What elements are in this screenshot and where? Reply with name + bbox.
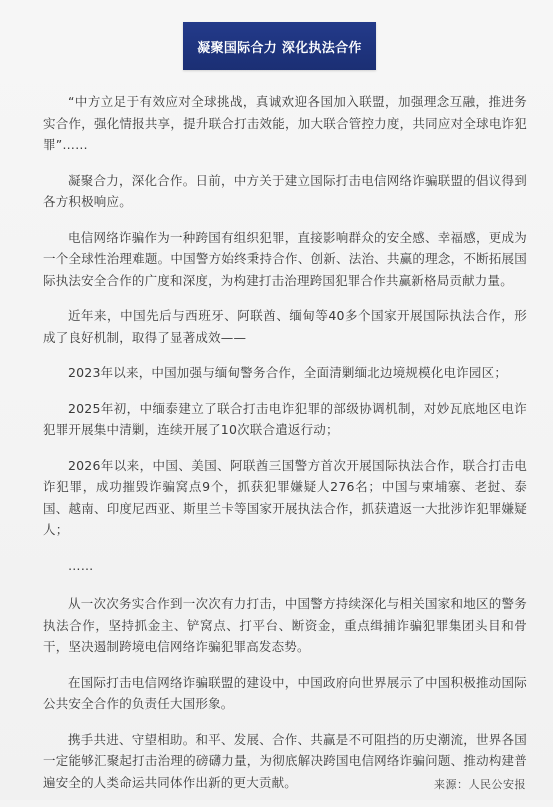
paragraph-quote: “中方立足于有效应对全球挑战，真诚欢迎各国加入联盟，加强理念互融，推进务实合作，强化情报共享，提升联合打击效能，加大联合管控力度，共同应对全球电诈犯罪”…… <box>43 94 527 152</box>
paragraph-alliance: 在国际打击电信网络诈骗联盟的建设中，中国政府向世界展示了中国积极推动国际公共安全合作的负责任大国形象。 <box>43 674 527 711</box>
paragraph-background: 电信网络诈骗作为一种跨国有组织犯罪，直接影响群众的安全感、幸福感，更成为一个全球性治理难题。中国警方始终秉持合作、创新、法治、共赢的理念，不断拓展国际执法安全合作的广度和深度，为构建打击治理跨国犯罪合作共赢新格局贡献力量。 <box>43 229 527 288</box>
article-title: 凝聚国际合力 深化执法合作 <box>197 40 362 56</box>
paragraph-ellipsis: …… <box>68 557 94 573</box>
paragraph-intro: 凝聚合力，深化合作。日前，中方关于建立国际打击电信网络诈骗联盟的倡议得到各方积极响应。 <box>43 172 527 209</box>
title-banner <box>183 22 376 70</box>
paragraph-cooperation: 近年来，中国先后与西班牙、阿联酋、缅甸等40多个国家开展国际执法合作，形成了良好机制，取得了显著成效—— <box>43 308 527 345</box>
paragraph-2026: 2026年以来，中国、美国、阿联酋三国警方首次开展国际执法合作，联合打击电诈犯罪，成功摧毁诈骗窝点9个，抓获犯罪嫌疑人276名；中国与柬埔寨、老挝、泰国、越南、印度尼西亚、斯里兰卡等国家开展执法合作，抓获遣返一大批涉诈犯罪嫌疑人； <box>43 457 527 537</box>
paragraph-results: 从一次次务实合作到一次次有力打击，中国警方持续深化与相关国家和地区的警务执法合作，坚持抓金主、铲窝点、打平台、断资金，重点缉捕诈骗犯罪集团头目和骨干，坚决遏制跨境电信网络诈骗犯罪高发态势。 <box>43 596 527 654</box>
source-credit: 来源：人民公安报 <box>434 778 526 791</box>
paragraph-2023: 2023年以来，中国加强与缅甸警务合作，全面清剿缅北边境规模化电诈园区； <box>68 365 508 380</box>
paragraph-conclusion: 携手共进、守望相助。和平、发展、合作、共赢是不可阻挡的历史潮流，世界各国一定能够汇聚起打击治理的磅礴力量，为彻底解决跨国电信网络诈骗问题、推动构建普遍安全的人类命运共同体作出新的更大贡献。 <box>43 731 527 790</box>
paragraph-2025: 2025年初，中缅泰建立了联合打击电诈犯罪的部级协调机制，对妙瓦底地区电诈犯罪开展集中清剿，连续开展了10次联合遣返行动； <box>43 400 527 437</box>
article-body <box>43 91 527 807</box>
